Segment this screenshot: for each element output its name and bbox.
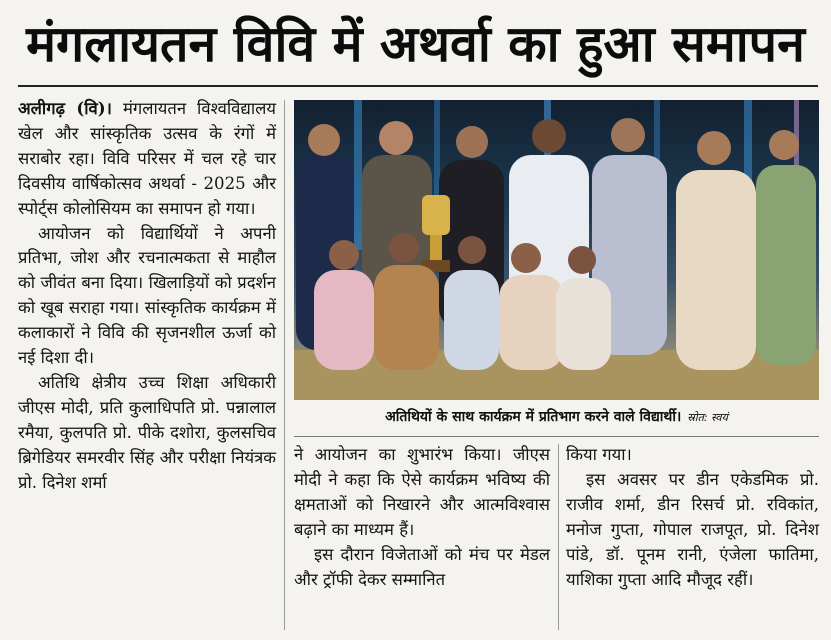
paragraph-7: इस अवसर पर डीन एकेडमिक प्रो. राजीव शर्मा, डीन रिसर्च प्रो. रविकांत, मनोज गुप्ता, गोपाल राजपूत, प्रो. दिनेश पांडे, डॉ. पूनम रानी, एंजेला फातिमा, याशिका गुप्ता आदि मौजूद रहीं। [566, 470, 819, 589]
event-photo [294, 100, 819, 400]
dateline: अलीगढ़ (वि)। [18, 98, 112, 118]
article-column-3 [566, 442, 819, 592]
caption-text: अतिथियों के साथ कार्यक्रम में प्रतिभाग करने वाले विद्यार्थी। [385, 409, 682, 425]
photo-illustration [294, 100, 819, 400]
paragraph-6: किया गया। [566, 445, 632, 464]
article-column-2 [294, 442, 550, 592]
photo-source: स्रोत: स्वयं [687, 411, 728, 424]
column-divider [284, 100, 285, 630]
headline-rule [18, 85, 818, 87]
paragraph-1 [18, 96, 276, 222]
headline: मंगलायतन विवि में अथर्वा का हुआ समापन [26, 15, 805, 73]
paragraph-4: ने आयोजन का शुभारंभ किया। जीएस मोदी ने कहा कि ऐसे कार्यक्रम भविष्य की क्षमताओं को निखारने और आत्मविश्वास बढ़ाने का माध्यम हैं। [294, 445, 550, 539]
column-divider [558, 444, 559, 630]
photo-caption [294, 402, 819, 432]
paragraph-5: इस दौरान विजेताओं को मंच पर मेडल और ट्रॉफी देकर सम्मानित [294, 545, 550, 589]
paragraph-2: आयोजन को विद्यार्थियों ने अपनी प्रतिभा, जोश और रचनात्मकता से माहौल को जीवंत बना दिया। खिलाड़ियों को प्रदर्शन को खूब सराहा गया। सांस्कृतिक कार्यक्रम में कलाकारों ने विवि की सृजनशील ऊर्जा को नई दिशा दी। [18, 223, 276, 368]
article-column-1 [18, 96, 276, 496]
paragraph-3: अतिथि क्षेत्रीय उच्च शिक्षा अधिकारी जीएस मोदी, प्रति कुलाधिपति प्रो. पन्नालाल रमैया, कुलपति प्रो. पीके दशोरा, कुलसचिव ब्रिगेडियर समरवीर सिंह और परीक्षा नियंत्रक प्रो. दिनेश शर्मा [18, 372, 276, 492]
paragraph-1-text: मंगलायतन विश्वविद्यालय खेल और सांस्कृतिक उत्सव के रंगों में सराबोर रहा। विवि परिसर में चल रहे चार दिवसीय वार्षिकोत्सव अथर्वा - 2025 और स्पोर्ट्स कोलोसियम का समापन हो गया। [18, 99, 276, 218]
caption-rule [294, 436, 819, 437]
